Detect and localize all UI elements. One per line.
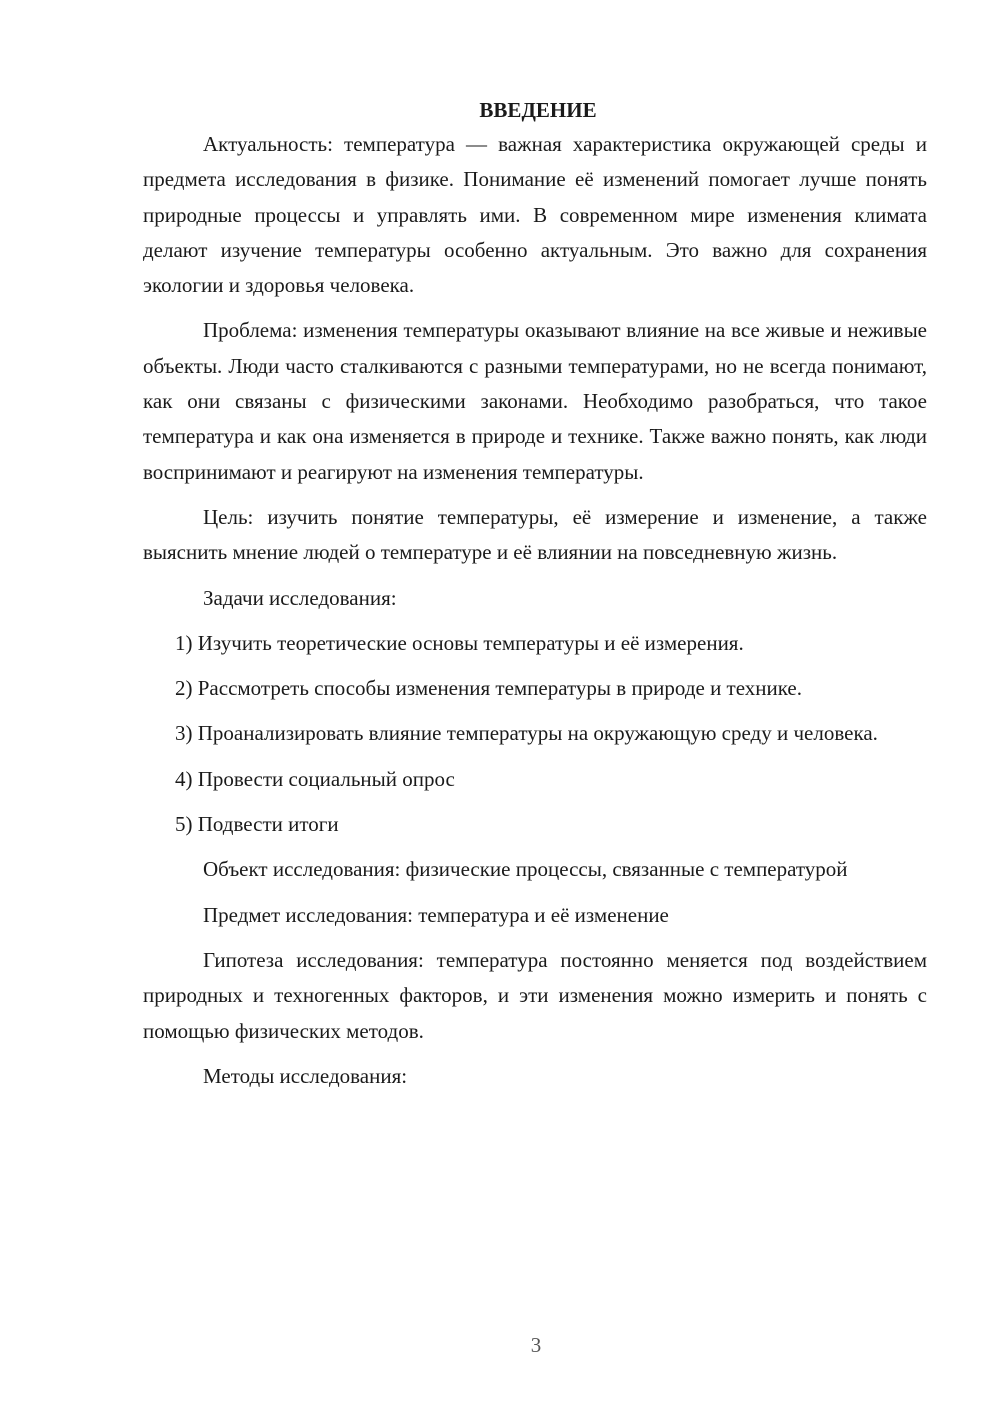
- subject-paragraph: Предмет исследования: температура и её изменение: [203, 902, 669, 927]
- section-title: ВВЕДЕНИЕ: [479, 98, 597, 122]
- task-item: 4) Провести социальный опрос: [175, 766, 455, 791]
- task-item: 5) Подвести итоги: [175, 812, 339, 837]
- goal-paragraph: Цель: изучить понятие температуры, её измерение и изменение, а также выяснить мнение людей о температуре и её влиянии на повседневную жизнь.: [143, 504, 927, 565]
- object-paragraph: Объект исследования: физические процессы, связанные с температурой: [203, 857, 848, 882]
- problem-paragraph: Проблема: изменения температуры оказывают влияние на все живые и неживые объекты. Люди часто сталкиваются с разными температурами, но не всегда понимают, как они связаны с физическими законами. Необходимо разобраться, что такое температура и как она изменяется в природе и технике. Также важно понять, как люди воспринимают и реагируют на изменения температуры.: [143, 318, 927, 484]
- task-item: 3) Проанализировать влияние температуры на окружающую среду и человека.: [175, 721, 878, 746]
- methods-heading: Методы исследования:: [203, 1063, 408, 1088]
- document-page: [143, 95, 927, 1104]
- tasks-heading: Задачи исследования:: [203, 585, 397, 610]
- task-item: 1) Изучить теоретические основы температуры и её измерения.: [175, 630, 744, 655]
- task-item: 2) Рассмотреть способы изменения температуры в природе и технике.: [175, 676, 803, 701]
- hypothesis-paragraph: Гипотеза исследования: температура постоянно меняется под воздействием природных и техногенных факторов, и эти изменения можно измерить и понять с помощью физических методов.: [143, 947, 927, 1043]
- page-number: 3: [530, 1333, 542, 1357]
- relevance-paragraph: Актуальность: температура — важная характеристика окружающей среды и предмета исследования в физике. Понимание её изменений помогает лучше понять природные процессы и управлять ими. В современном мире изменения климата делают изучение температуры особенно актуальным. Это важно для сохранения экологии и здоровья человека.: [143, 132, 927, 298]
